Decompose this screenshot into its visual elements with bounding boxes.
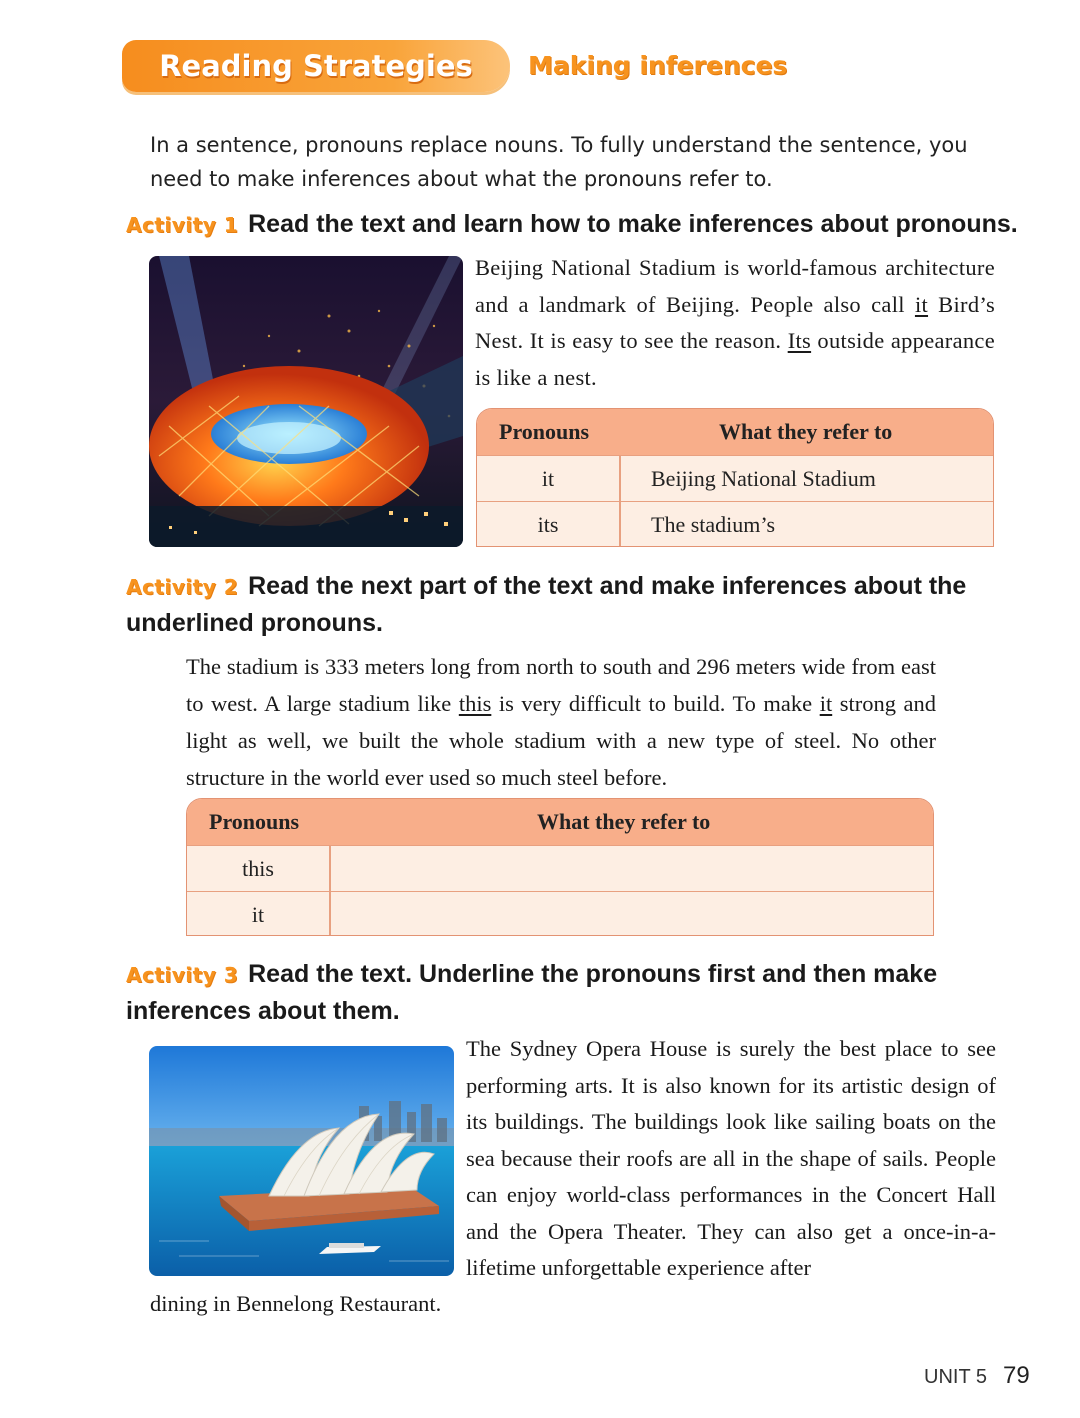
sydney-opera-house-photo	[149, 1046, 454, 1276]
table-cell-pronoun: it	[541, 466, 555, 491]
activity3-passage: The Sydney Opera House is surely the best place to see performing arts. It is also known for its artistic design of its buildings. The buildings look like sailing boats on the sea because their roofs are all in the shape of sails. People can enjoy world-class performances in the Concert Hall and the Opera Theater. They can also get a once-in-a-lifetime unforgettable experience after	[466, 1036, 996, 1280]
activity1-table	[476, 408, 994, 547]
table-cell-refer: Beijing National Stadium	[651, 466, 876, 491]
table-header-refer: What they refer to	[719, 419, 893, 444]
section-subtitle: Making inferences	[528, 51, 788, 80]
table-cell-refer: The stadium’s	[651, 512, 776, 537]
table-cell-pronoun: its	[537, 512, 559, 537]
activity2-heading	[126, 568, 1016, 641]
table-header-row	[187, 799, 933, 845]
table-cell-pronoun: this	[242, 856, 274, 881]
table-row	[187, 845, 933, 891]
activity1-text-part: outside appearance is like a nest.	[475, 328, 996, 390]
activity3-heading	[126, 956, 1016, 1029]
table-cell-pronoun: it	[251, 902, 265, 927]
activity2-passage	[186, 648, 936, 796]
activity1-instruction: Read the text and learn how to make inferences about pronouns.	[248, 210, 1018, 238]
page-number: 79	[1003, 1362, 1030, 1389]
unit-label: UNIT 5	[924, 1366, 987, 1388]
activity3-instruction: Read the text. Underline the pronouns first and then make inferences about them.	[126, 960, 938, 1025]
activity1-heading	[126, 206, 1046, 243]
activity2-text-part: strong and light as well, we built the whole stadium with a new type of steel. No other structure in the world ever used so much steel before.	[186, 691, 936, 790]
stadium-night-photo	[149, 256, 463, 547]
activity1-passage	[475, 250, 995, 396]
table-header-row	[477, 409, 993, 455]
activity2-text-part: is very difficult to build. To make	[491, 691, 820, 716]
section-title: Reading Strategies	[159, 49, 473, 83]
activity2-label: Activity 2	[126, 575, 239, 599]
activity2-instruction: Read the next part of the text and make inferences about the underlined pronouns.	[126, 572, 967, 637]
activity3-label: Activity 3	[126, 963, 239, 987]
table-header-pronouns: Pronouns	[209, 809, 300, 834]
intro-paragraph: In a sentence, pronouns replace nouns. To fully understand the sentence, you need to make inferences about what the pronouns refer to.	[150, 133, 968, 191]
underlined-pronoun: Its	[787, 328, 812, 353]
activity1-text-part: Bird’s Nest. It is easy to see the reason.	[475, 291, 995, 353]
underlined-pronoun: it	[819, 691, 833, 716]
table-row	[477, 455, 993, 501]
table-header-refer: What they refer to	[537, 809, 711, 834]
activity1-label: Activity 1	[126, 213, 239, 237]
table-row	[187, 891, 933, 936]
underlined-pronoun: this	[458, 691, 492, 716]
underlined-pronoun: it	[914, 291, 929, 317]
table-header-pronouns: Pronouns	[499, 419, 590, 444]
activity2-table	[186, 798, 934, 936]
activity3-passage-tail: dining in Bennelong Restaurant.	[150, 1291, 442, 1316]
activity1-text-part: Beijing National Stadium is world-famous architecture and a landmark of Beijing. People also call	[475, 255, 995, 317]
table-row	[477, 501, 993, 547]
activity2-text-part: The stadium is 333 meters long from north to south and 296 meters wide from east to west. A large stadium like	[186, 654, 936, 716]
